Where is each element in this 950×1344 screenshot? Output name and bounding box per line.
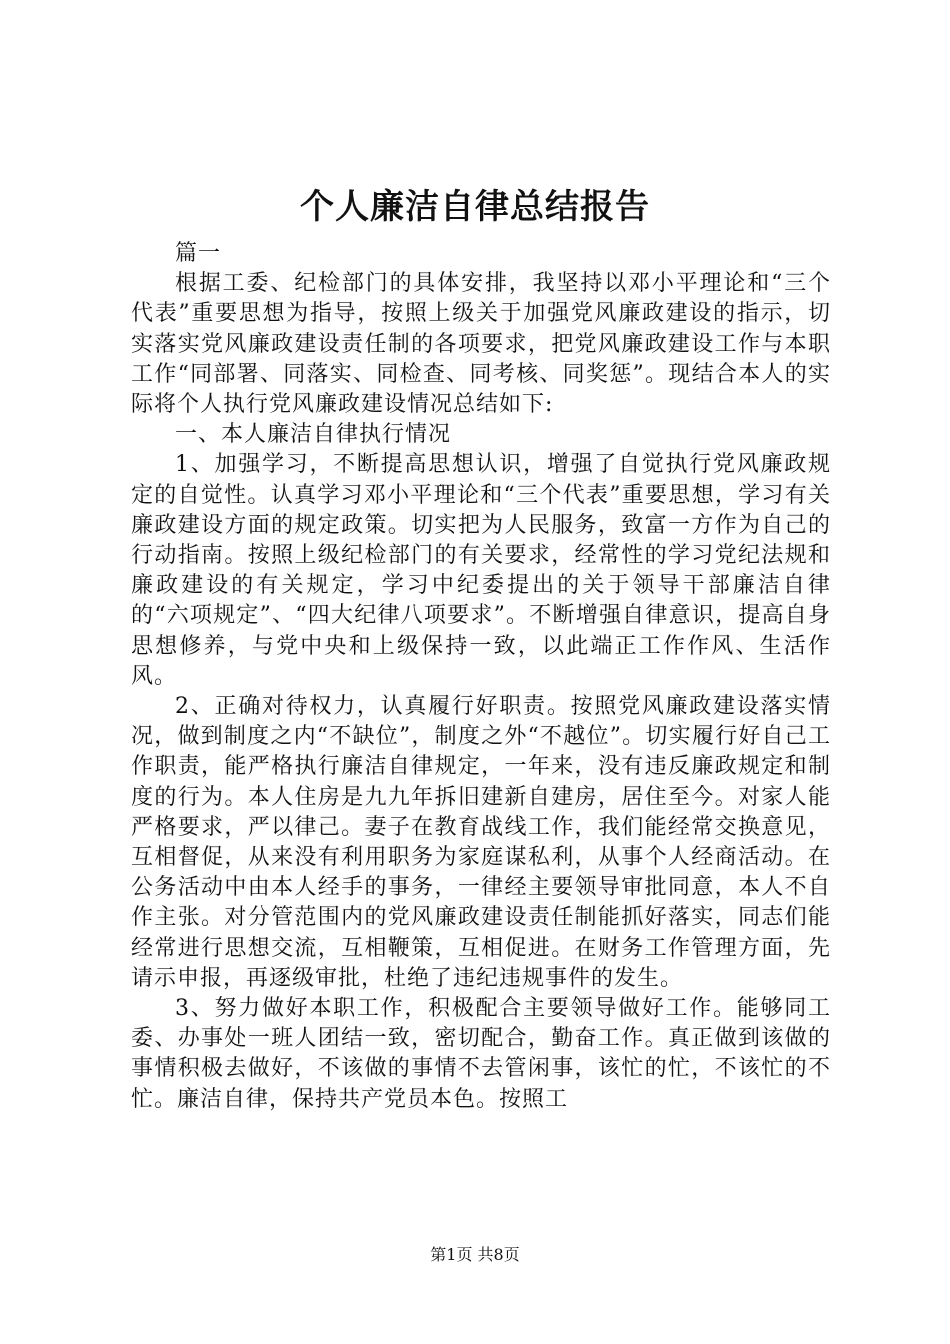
document-body bbox=[131, 239, 831, 1115]
page-footer: 第1页 共8页 bbox=[430, 1245, 520, 1264]
body-paragraph-3: 3、努力做好本职工作，积极配合主要领导做好工作。能够同工委、办事处一班人团结一致，密切配合，勤奋工作。真正做到该做的事情积极去做好，不该做的事情不去管闲事，该忙的忙，不该忙的不忙。廉洁自律，保持共产党员本色。按照工 bbox=[131, 996, 831, 1112]
section-label: 篇一 bbox=[175, 241, 222, 266]
body-paragraph-2: 2、正确对待权力，认真履行好职责。按照党风廉政建设落实情况，做到制度之内“不缺位”，制度之外“不越位”。切实履行好自己工作职责，能严格执行廉洁自律规定，一年来，没有违反廉政规定和制度的行为。本人住房是九九年拆旧建新自建房，居住至今。对家人能严格要求，严以律己。妻子在教育战线工作，我们能经常交换意见，互相督促，从来没有利用职务为家庭谋私利，从事个人经商活动。在公务活动中由本人经手的事务，一律经主要领导审批同意，本人不自作主张。对分管范围内的党风廉政建设责任制能抓好落实，同志们能经常进行思想交流，互相鞭策，互相促进。在财务工作管理方面，先请示申报，再逐级审批，杜绝了违纪违规事件的发生。 bbox=[131, 694, 831, 991]
body-paragraph-1: 1、加强学习，不断提高思想认识，增强了自觉执行党风廉政规定的自觉性。认真学习邓小平理论和“三个代表”重要思想，学习有关廉政建设方面的规定政策。切实把为人民服务，致富一方作为自己的行动指南。按照上级纪检部门的有关要求，经常性的学习党纪法规和廉政建设的有关规定，学习中纪委提出的关于领导干部廉洁自律的“六项规定”、“四大纪律八项要求”。不断增强自律意识，提高自身思想修养，与党中央和上级保持一致，以此端正工作作风、生活作风。 bbox=[131, 452, 831, 689]
document-title: 个人廉洁自律总结报告 bbox=[300, 187, 650, 227]
section-heading: 一、本人廉洁自律执行情况 bbox=[175, 422, 452, 448]
intro-paragraph: 根据工委、纪检部门的具体安排，我坚持以邓小平理论和“三个代表”重要思想为指导，按照上级关于加强党风廉政建设的指示，切实落实党风廉政建设责任制的各项要求，把党风廉政建设工作与本职工作“同部署、同落实、同检查、同考核、同奖惩”。现结合本人的实际将个人执行党风廉政建设情况总结如下: bbox=[131, 271, 831, 418]
